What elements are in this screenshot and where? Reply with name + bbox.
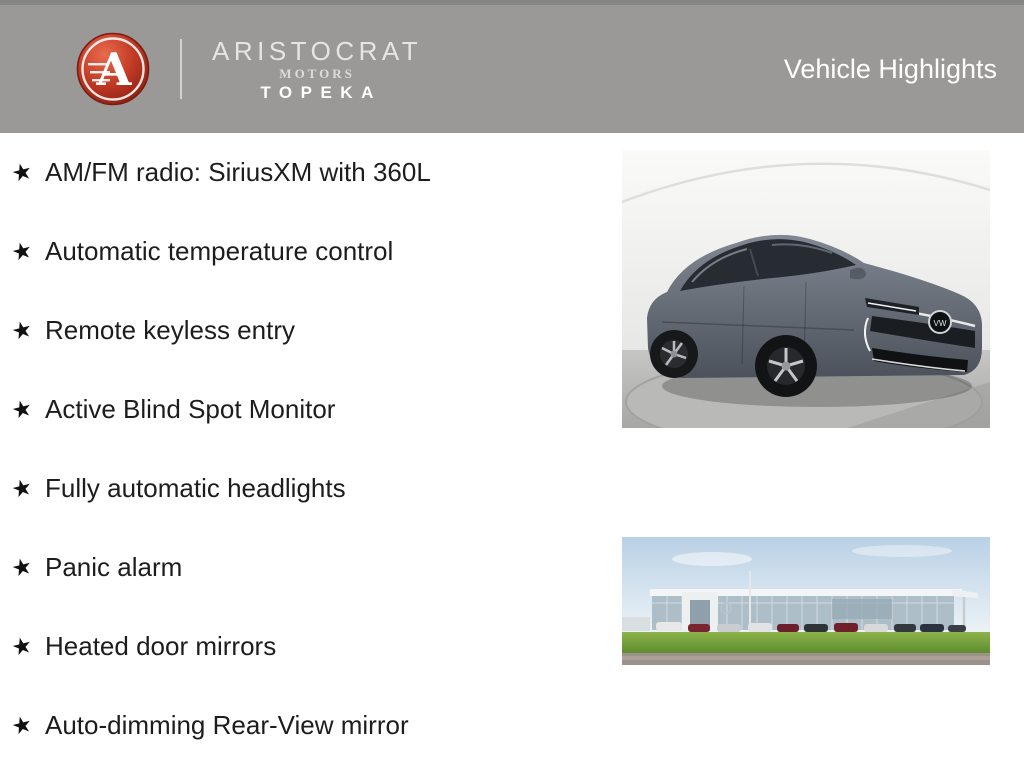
header-content (0, 5, 1024, 133)
star-bullet-icon: ★ (8, 709, 36, 740)
feature-item (8, 393, 431, 424)
aristocrat-logo-icon (76, 32, 150, 106)
dealership-photo[interactable] (622, 537, 990, 665)
feature-item (8, 156, 431, 187)
feature-item (8, 709, 431, 740)
star-bullet-icon: ★ (8, 551, 36, 582)
star-bullet-icon: ★ (8, 314, 36, 345)
star-bullet-icon: ★ (8, 393, 36, 424)
vehicle-photo[interactable] (622, 150, 990, 428)
brand-block (212, 35, 423, 102)
feature-text: Remote keyless entry (45, 314, 295, 345)
brand-city: TOPEKA (260, 82, 382, 102)
feature-item (8, 551, 431, 582)
feature-text: AM/FM radio: SiriusXM with 360L (45, 156, 431, 187)
feature-item (8, 630, 431, 661)
feature-item (8, 235, 431, 266)
feature-text: Panic alarm (45, 551, 183, 582)
feature-item (8, 314, 431, 345)
feature-list (8, 156, 431, 768)
logo-divider (180, 39, 182, 99)
svg-text:A: A (96, 43, 132, 96)
feature-text: Automatic temperature control (45, 235, 394, 266)
svg-text:VW: VW (933, 319, 947, 328)
vehicle-photo-graphic (622, 150, 990, 428)
star-bullet-icon: ★ (8, 472, 36, 503)
star-bullet-icon: ★ (8, 630, 36, 661)
brand-name: ARISTOCRAT (212, 35, 423, 66)
page-title: Vehicle Highlights (783, 53, 997, 84)
feature-text: Active Blind Spot Monitor (45, 393, 336, 424)
feature-item (8, 472, 431, 503)
feature-text: Heated door mirrors (45, 630, 277, 661)
feature-text: Auto-dimming Rear-View mirror (45, 709, 409, 740)
feature-text: Fully automatic headlights (45, 472, 346, 503)
star-bullet-icon: ★ (8, 156, 36, 187)
dealership-photo-graphic (622, 537, 990, 665)
header (0, 0, 1024, 133)
star-bullet-icon: ★ (8, 235, 36, 266)
brand-division: MOTORS (279, 65, 355, 81)
